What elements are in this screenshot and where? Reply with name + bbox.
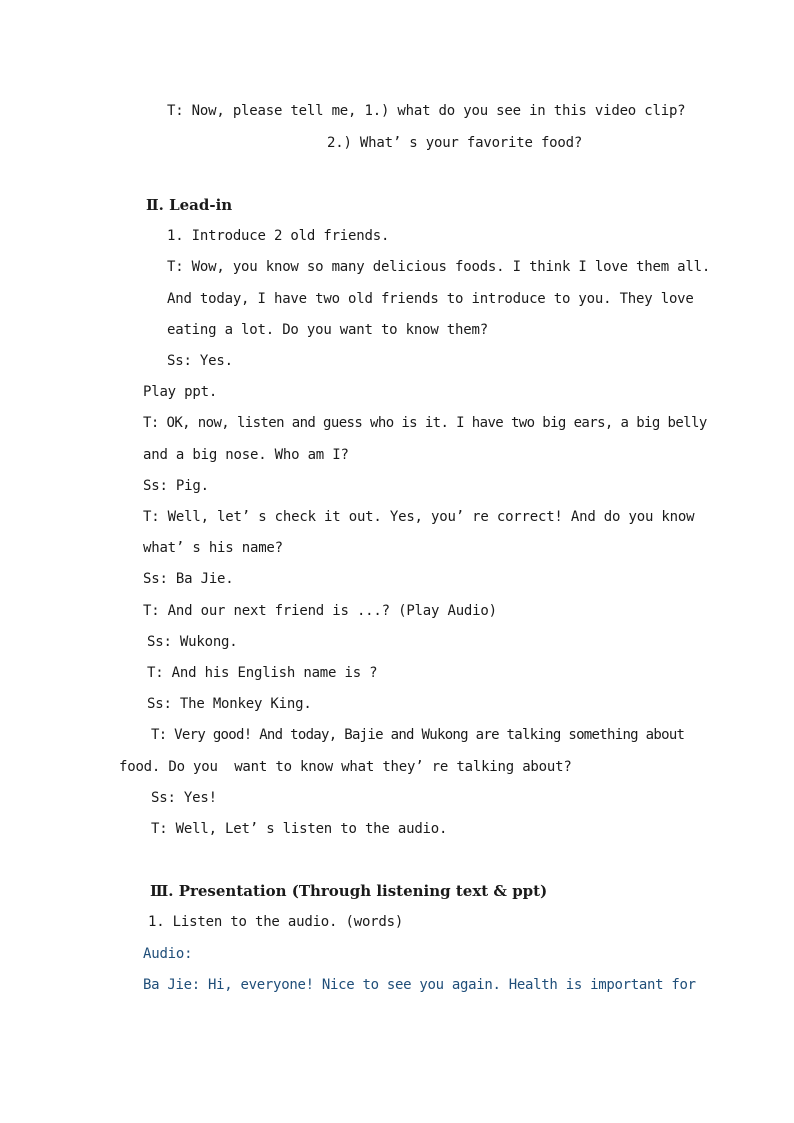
lead-in-line: Ss: The Monkey King.: [147, 696, 312, 712]
lead-in-line: T: Very good! And today, Bajie and Wukong are talking something about: [151, 727, 685, 743]
lead-in-line: food. Do you want to know what they’ re talking about?: [119, 759, 572, 775]
lead-in-line: Ss: Yes.: [167, 353, 233, 369]
presentation-line: 1. Listen to the audio. (words): [148, 914, 404, 930]
intro-question-1: T: Now, please tell me, 1.) what do you see in this video clip?: [167, 103, 686, 119]
audio-label: Audio:: [143, 946, 193, 962]
lead-in-line: Ss: Wukong.: [147, 634, 238, 650]
lead-in-line: T: And our next friend is ...? (Play Audio): [143, 603, 497, 619]
lead-in-line: Ss: Ba Jie.: [143, 571, 234, 587]
lead-in-line: what’ s his name?: [143, 540, 283, 556]
audio-transcript-line: Ba Jie: Hi, everyone! Nice to see you again. Health is important for: [143, 977, 696, 993]
section-heading-lead-in: Ⅱ. Lead-in: [146, 196, 233, 214]
intro-question-2: 2.) What’ s your favorite food?: [327, 135, 583, 151]
lead-in-line: 1. Introduce 2 old friends.: [167, 228, 390, 244]
lead-in-line: T: OK, now, listen and guess who is it. I have two big ears, a big belly: [143, 415, 707, 431]
lead-in-line: eating a lot. Do you want to know them?: [167, 322, 488, 338]
section-heading-presentation: Ⅲ. Presentation (Through listening text & ppt): [150, 882, 548, 900]
lead-in-line: Play ppt.: [143, 384, 218, 400]
lead-in-line: Ss: Yes!: [151, 790, 217, 806]
lead-in-line: T: Well, Let’ s listen to the audio.: [151, 821, 448, 837]
lead-in-line: T: Well, let’ s check it out. Yes, you’ re correct! And do you know: [143, 509, 695, 525]
lead-in-line: and a big nose. Who am I?: [143, 447, 349, 463]
lead-in-line: Ss: Pig.: [143, 478, 209, 494]
lead-in-line: T: And his English name is ?: [147, 665, 378, 681]
lead-in-line: T: Wow, you know so many delicious foods. I think I love them all.: [167, 259, 711, 275]
lead-in-line: And today, I have two old friends to introduce to you. They love: [167, 291, 694, 307]
